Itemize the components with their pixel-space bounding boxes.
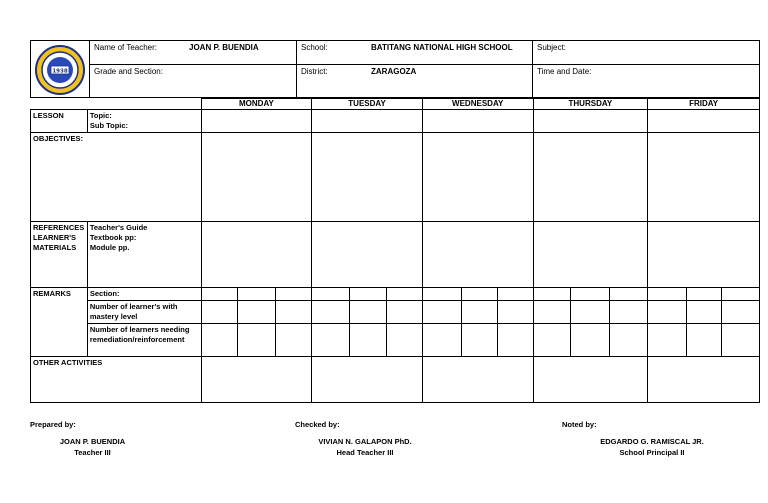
objectives-tuesday[interactable] (312, 133, 423, 222)
remediation-cell[interactable] (422, 324, 461, 357)
prepared-label: Prepared by: (30, 420, 76, 429)
header-divider (89, 41, 90, 97)
objectives-wednesday[interactable] (422, 133, 533, 222)
lesson-thursday[interactable] (533, 110, 648, 133)
remarks-cell[interactable] (721, 288, 759, 301)
day-wednesday: WEDNESDAY (422, 99, 533, 110)
lesson-friday[interactable] (648, 110, 760, 133)
remarks-cell[interactable] (498, 288, 533, 301)
other-activities-row (31, 357, 760, 403)
mastery-cell[interactable] (498, 301, 533, 324)
references-sources (87, 222, 201, 288)
mastery-cell[interactable] (422, 301, 461, 324)
checked-title: Head Teacher III (336, 448, 394, 457)
mastery-cell[interactable] (312, 301, 350, 324)
remediation-cell[interactable] (462, 324, 498, 357)
noted-title: School Principal II (619, 448, 685, 457)
remarks-cell[interactable] (237, 288, 275, 301)
remediation-row (31, 324, 760, 357)
remediation-cell[interactable] (237, 324, 275, 357)
topic-cell (87, 110, 201, 133)
remediation-cell[interactable] (648, 324, 686, 357)
subtopic-label: Sub Topic: (89, 121, 129, 130)
mastery-cell[interactable] (201, 301, 237, 324)
teacher-label: Name of Teacher: (94, 43, 157, 52)
objectives-label: OBJECTIVES: (31, 133, 202, 222)
checked-name: VIVIAN N. GALAPON PhD. (318, 437, 412, 446)
objectives-row (31, 133, 760, 222)
prepared-title: Teacher III (74, 448, 111, 457)
remediation-label: Number of learners needing remediation/reinforcement (87, 324, 201, 357)
subject-label: Subject: (537, 43, 566, 52)
remediation-cell[interactable] (276, 324, 312, 357)
remarks-cell[interactable] (276, 288, 312, 301)
objectives-monday[interactable] (201, 133, 312, 222)
lesson-label: LESSON (31, 110, 88, 133)
seal-year: 1938 (52, 68, 68, 75)
school-seal-icon (34, 44, 86, 96)
mastery-cell[interactable] (533, 301, 570, 324)
header-box (30, 40, 760, 98)
other-friday[interactable] (648, 357, 760, 403)
checked-label: Checked by: (295, 420, 340, 429)
remediation-cell[interactable] (721, 324, 759, 357)
remarks-cell[interactable] (570, 288, 609, 301)
remarks-cell[interactable] (350, 288, 386, 301)
school-label: School: (301, 43, 328, 52)
noted-name: EDGARDO G. RAMISCAL JR. (600, 437, 704, 446)
remediation-cell[interactable] (312, 324, 350, 357)
references-friday[interactable] (648, 222, 760, 288)
objectives-thursday[interactable] (533, 133, 648, 222)
school-value: BATITANG NATIONAL HIGH SCHOOL (371, 43, 513, 52)
mastery-row (31, 301, 760, 324)
teachers-guide-label: Teacher's Guide (89, 223, 148, 232)
lesson-plan-table (30, 98, 760, 403)
other-activities-label: OTHER ACTIVITIES (31, 357, 202, 403)
objectives-friday[interactable] (648, 133, 760, 222)
time-date-label: Time and Date: (537, 67, 592, 76)
mastery-cell[interactable] (721, 301, 759, 324)
mastery-cell[interactable] (386, 301, 422, 324)
prepared-name: JOAN P. BUENDIA (59, 437, 126, 446)
grade-section-label: Grade and Section: (94, 67, 163, 76)
section-label: Section: (87, 288, 201, 301)
header-row-divider (89, 64, 759, 65)
other-monday[interactable] (201, 357, 312, 403)
mastery-label: Number of learner's with mastery level (87, 301, 201, 324)
day-tuesday: TUESDAY (312, 99, 423, 110)
remediation-cell[interactable] (498, 324, 533, 357)
remediation-cell[interactable] (533, 324, 570, 357)
day-header-row (31, 99, 760, 110)
day-friday: FRIDAY (648, 99, 760, 110)
lesson-monday[interactable] (201, 110, 312, 133)
references-thursday[interactable] (533, 222, 648, 288)
remediation-cell[interactable] (686, 324, 721, 357)
remarks-cell[interactable] (422, 288, 461, 301)
remarks-label: REMARKS (31, 288, 88, 357)
references-monday[interactable] (201, 222, 312, 288)
textbook-label: Textbook pp: (89, 233, 137, 242)
noted-label: Noted by: (562, 420, 597, 429)
mastery-cell[interactable] (276, 301, 312, 324)
topic-label: Topic: (89, 111, 112, 120)
mastery-cell[interactable] (610, 301, 648, 324)
mastery-cell[interactable] (462, 301, 498, 324)
remediation-cell[interactable] (570, 324, 609, 357)
remarks-cell[interactable] (686, 288, 721, 301)
module-label: Module pp. (89, 243, 130, 252)
lesson-row (31, 110, 760, 133)
mastery-cell[interactable] (570, 301, 609, 324)
remediation-cell[interactable] (610, 324, 648, 357)
mastery-cell[interactable] (686, 301, 721, 324)
remarks-cell[interactable] (312, 288, 350, 301)
remarks-cell[interactable] (610, 288, 648, 301)
lesson-tuesday[interactable] (312, 110, 423, 133)
section-row (31, 288, 760, 301)
remediation-cell[interactable] (386, 324, 422, 357)
remarks-cell[interactable] (648, 288, 686, 301)
header-divider (532, 41, 533, 97)
remarks-cell[interactable] (386, 288, 422, 301)
remediation-cell[interactable] (201, 324, 237, 357)
teacher-value: JOAN P. BUENDIA (189, 43, 259, 52)
district-value: ZARAGOZA (371, 67, 417, 76)
other-tuesday[interactable] (312, 357, 423, 403)
references-label: REFERENCES LEARNER'S MATERIALS (31, 222, 88, 288)
day-thursday: THURSDAY (533, 99, 648, 110)
blank-corner (31, 99, 202, 110)
references-tuesday[interactable] (312, 222, 423, 288)
references-wednesday[interactable] (422, 222, 533, 288)
day-monday: MONDAY (201, 99, 312, 110)
mastery-cell[interactable] (350, 301, 386, 324)
other-wednesday[interactable] (422, 357, 533, 403)
mastery-cell[interactable] (648, 301, 686, 324)
remarks-cell[interactable] (462, 288, 498, 301)
mastery-cell[interactable] (237, 301, 275, 324)
remediation-cell[interactable] (350, 324, 386, 357)
district-label: District: (301, 67, 328, 76)
remarks-cell[interactable] (533, 288, 570, 301)
header-divider (296, 41, 297, 97)
other-thursday[interactable] (533, 357, 648, 403)
references-row (31, 222, 760, 288)
lesson-wednesday[interactable] (422, 110, 533, 133)
remarks-cell[interactable] (201, 288, 237, 301)
